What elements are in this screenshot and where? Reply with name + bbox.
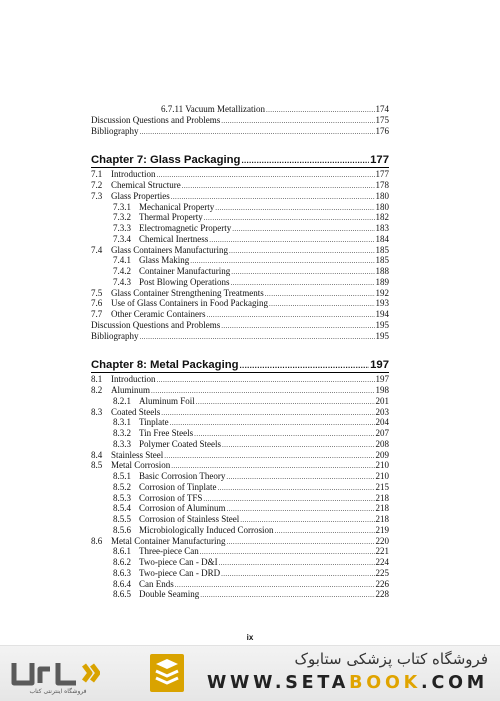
- toc-entry: [91, 407, 389, 418]
- toc-entry-page: 219: [375, 524, 389, 535]
- toc-entry-page: 184: [375, 233, 389, 244]
- toc-entry-title: Other Ceramic Containers: [111, 309, 206, 319]
- toc-entry-number: 8.4: [91, 449, 103, 460]
- toc-entry: [91, 234, 389, 245]
- toc-entry: [91, 115, 389, 126]
- toc-entry-page: 210: [375, 460, 389, 471]
- toc-entry-page: 197: [375, 374, 389, 385]
- toc-entry-number: 8.3.3: [113, 438, 131, 449]
- toc-entry: [91, 277, 389, 288]
- toc-entry-number: 8.2.1: [113, 395, 131, 406]
- toc-entry-page: 228: [375, 589, 389, 600]
- toc-entry-title: Chapter 7: Glass Packaging: [91, 154, 241, 167]
- toc-entry-page: 185: [375, 244, 389, 255]
- toc-entry-title: Electromagnetic Property: [139, 223, 232, 233]
- toc-entry-page: 201: [375, 395, 389, 406]
- dot-leader: [209, 235, 374, 246]
- dot-leader: [241, 154, 369, 168]
- toc-entry: [91, 331, 389, 342]
- toc-entry-title: Glass Containers Manufacturing: [111, 244, 228, 255]
- dot-leader: [157, 170, 375, 181]
- toc-entry-title: Stainless Steel: [111, 449, 164, 460]
- toc-entry-page: 224: [375, 557, 389, 567]
- toc-entry: [91, 482, 389, 493]
- toc-entry: [91, 191, 389, 202]
- toc-chapter-heading: [91, 153, 389, 168]
- store-url[interactable]: [207, 673, 488, 693]
- toc-entry: [91, 439, 389, 450]
- url-part2: .COM: [421, 673, 488, 693]
- toc-entry-number: 8.6.5: [113, 589, 131, 600]
- toc-entry-title: 6.7.11 Vacuum Metallization: [161, 104, 265, 114]
- toc-entry-number: 7.4.3: [113, 276, 131, 287]
- dot-leader: [219, 558, 375, 569]
- toc-entry: [91, 266, 389, 277]
- toc-entry-title: Double Seaming: [139, 589, 200, 600]
- toc-entry: [91, 202, 389, 213]
- toc-entry-title: Corrosion of Aluminum: [139, 503, 226, 514]
- toc-entry-page: 189: [375, 276, 389, 287]
- toc-entry-number: 8.5.1: [113, 471, 131, 481]
- toc-entry-number: 8.6.1: [113, 546, 131, 557]
- store-name: فروشگاه کتاب پزشکی ستابوک: [294, 650, 488, 668]
- toc-entry-number: 7.3: [91, 190, 103, 201]
- dot-leader: [232, 224, 374, 235]
- toc-entry-page: 195: [375, 319, 389, 330]
- toc-entry-number: 7.3.1: [113, 201, 131, 212]
- dot-leader: [269, 299, 375, 310]
- toc-entry-title: Corrosion of Stainless Steel: [139, 514, 240, 524]
- toc-entry-number: 8.1: [91, 374, 103, 385]
- toc-entry-page: 218: [375, 514, 389, 524]
- toc-entry-page: 193: [375, 298, 389, 309]
- table-of-contents: [91, 104, 389, 600]
- toc-entry-number: 7.2: [91, 180, 103, 190]
- dot-leader: [226, 537, 374, 548]
- toc-entry: [91, 245, 389, 256]
- toc-entry-title: Three-piece Can: [139, 546, 199, 557]
- dot-leader: [200, 590, 374, 601]
- toc-entry-title: Aluminum: [111, 385, 151, 395]
- toc-entry-page: 192: [375, 287, 389, 298]
- toc-entry-page: 185: [375, 255, 389, 266]
- toc-entry: [91, 298, 389, 309]
- toc-entry: [91, 471, 389, 482]
- dot-leader: [170, 418, 375, 429]
- toc-entry-number: 7.5: [91, 287, 103, 298]
- toc-entry-number: 7.3.4: [113, 233, 131, 244]
- toc-entry-title: Post Blowing Operations: [139, 276, 230, 287]
- toc-entry-title: Glass Container Strengthening Treatments: [111, 287, 264, 298]
- dot-leader: [164, 451, 374, 462]
- toc-entry-page: 208: [375, 438, 389, 449]
- toc-entry-title: Discussion Questions and Problems: [91, 319, 221, 330]
- toc-entry: [91, 514, 389, 525]
- toc-entry-title: Chemical Inertness: [139, 233, 209, 244]
- toc-entry-page: 174: [375, 104, 389, 114]
- toc-entry: [91, 374, 389, 385]
- toc-entry: [91, 126, 389, 137]
- toc-entry-title: Bibliography: [91, 125, 139, 136]
- toc-entry-page: 215: [375, 481, 389, 492]
- toc-entry-number: 8.6.3: [113, 567, 131, 578]
- toc-entry: [91, 557, 389, 568]
- toc-entry-title: Aluminum Foil: [139, 395, 195, 406]
- dot-leader: [218, 483, 375, 494]
- toc-entry: [91, 525, 389, 536]
- toc-entry-page: 178: [375, 180, 389, 190]
- toc-entry-number: 8.3.2: [113, 428, 131, 438]
- toc-entry-page: 218: [375, 503, 389, 514]
- toc-entry-page: 209: [375, 449, 389, 460]
- dot-leader: [200, 547, 375, 558]
- dot-leader: [203, 494, 374, 505]
- toc-entry: [91, 180, 389, 191]
- toc-entry-page: 226: [375, 578, 389, 589]
- dot-leader: [196, 397, 375, 408]
- toc-entry-number: 8.5.4: [113, 503, 131, 514]
- toc-entry-title: Can Ends: [139, 578, 174, 589]
- toc-entry-number: 7.3.3: [113, 223, 131, 233]
- toc-entry: [91, 589, 389, 600]
- dot-leader: [182, 181, 375, 192]
- toc-entry-page: 207: [375, 428, 389, 438]
- logo-caption: فروشگاه اینترنتی کتاب: [29, 688, 87, 695]
- toc-entry-page: 176: [375, 125, 389, 136]
- toc-entry-page: 175: [375, 114, 389, 125]
- toc-entry: [91, 255, 389, 266]
- toc-entry-page: 225: [375, 567, 389, 578]
- toc-entry-number: 7.4.2: [113, 266, 131, 276]
- dot-leader: [226, 472, 374, 483]
- watermark-banner: [0, 645, 500, 701]
- dot-leader: [227, 504, 375, 515]
- dot-leader: [161, 408, 374, 419]
- toc-entry-title: Tinplate: [139, 417, 169, 428]
- toc-entry-title: Metal Corrosion: [111, 460, 171, 471]
- toc-entry: [91, 169, 389, 180]
- toc-entry: [91, 385, 389, 396]
- toc-entry-title: Discussion Questions and Problems: [91, 114, 221, 125]
- toc-entry-title: Bibliography: [91, 330, 139, 341]
- toc-entry-title: Coated Steels: [111, 406, 161, 417]
- toc-entry: [91, 212, 389, 223]
- toc-entry-page: 210: [375, 471, 389, 481]
- toc-entry-number: 8.5.3: [113, 492, 131, 503]
- toc-entry-page: 180: [375, 190, 389, 201]
- toc-entry: [91, 546, 389, 557]
- toc-chapter-heading: [91, 358, 389, 373]
- dot-leader: [265, 289, 375, 300]
- toc-entry: [91, 417, 389, 428]
- toc-entry-number: 8.5.2: [113, 481, 131, 492]
- toc-entry: [91, 450, 389, 461]
- toc-entry-number: 7.4: [91, 244, 103, 255]
- toc-entry: [91, 503, 389, 514]
- toc-entry-page: 177: [370, 154, 389, 167]
- toc-entry-title: Two-piece Can - DRD: [139, 567, 221, 578]
- toc-entry-title: Polymer Coated Steels: [139, 438, 221, 449]
- toc-entry-title: Chapter 8: Metal Packaging: [91, 359, 239, 372]
- setabook-logo: [10, 653, 100, 693]
- toc-entry-page: 195: [375, 330, 389, 341]
- toc-entry-page: 220: [375, 535, 389, 546]
- toc-entry: [91, 309, 389, 320]
- toc-entry-number: 7.3.2: [113, 212, 131, 223]
- toc-entry-title: Introduction: [111, 169, 156, 180]
- toc-entry-title: Tin Free Steels: [139, 428, 194, 438]
- dot-leader: [221, 116, 374, 127]
- toc-entry-number: 8.3.1: [113, 417, 131, 428]
- toc-entry-page: 180: [375, 201, 389, 212]
- toc-entry-title: Use of Glass Containers in Food Packaging: [111, 298, 268, 309]
- book-stack-icon: [150, 654, 184, 692]
- toc-entry: [91, 579, 389, 590]
- dot-leader: [215, 203, 374, 214]
- toc-entry-title: Thermal Property: [139, 212, 203, 223]
- toc-entry-page: 194: [375, 309, 389, 319]
- toc-entry-number: 7.1: [91, 169, 103, 180]
- toc-entry-number: 7.6: [91, 298, 103, 309]
- page-number: ix: [246, 633, 254, 642]
- dot-leader: [175, 580, 375, 591]
- toc-entry-number: 7.7: [91, 309, 103, 319]
- toc-entry-title: Chemical Structure: [111, 180, 181, 190]
- toc-entry-number: 8.6.4: [113, 578, 131, 589]
- toc-entry-title: Two-piece Can - D&I: [139, 557, 218, 567]
- toc-entry-number: 8.6.2: [113, 557, 131, 567]
- dot-leader: [229, 246, 375, 257]
- url-accent: BOOK: [349, 673, 422, 693]
- toc-entry-page: 203: [375, 406, 389, 417]
- toc-entry-page: 197: [370, 359, 389, 372]
- toc-entry-page: 204: [375, 417, 389, 428]
- toc-entry-title: Introduction: [111, 374, 156, 385]
- toc-entry-title: Corrosion of TFS: [139, 492, 203, 503]
- toc-entry: [91, 396, 389, 407]
- toc-entry-page: 198: [375, 385, 389, 395]
- toc-entry-number: 8.5.5: [113, 514, 131, 524]
- toc-entry-number: 7.4.1: [113, 255, 131, 266]
- dot-leader: [221, 569, 374, 580]
- toc-entry: [91, 493, 389, 504]
- toc-entry: [91, 104, 389, 115]
- toc-entry-page: 177: [375, 169, 389, 180]
- toc-entry: [91, 536, 389, 547]
- dot-leader: [194, 429, 374, 440]
- dot-leader: [231, 267, 374, 278]
- dot-leader: [140, 332, 375, 343]
- toc-entry-page: 188: [375, 266, 389, 276]
- toc-entry-title: Glass Making: [139, 255, 190, 266]
- dot-leader: [274, 526, 374, 537]
- dot-leader: [222, 440, 375, 451]
- toc-entry-number: 8.6: [91, 535, 103, 546]
- toc-entry-title: Metal Container Manufacturing: [111, 535, 226, 546]
- toc-entry-page: 218: [375, 492, 389, 503]
- toc-entry-title: Mechanical Property: [139, 201, 215, 212]
- toc-entry: [91, 568, 389, 579]
- toc-entry-title: Container Manufacturing: [139, 266, 231, 276]
- toc-entry-number: 8.5: [91, 460, 103, 471]
- toc-entry: [91, 428, 389, 439]
- toc-entry-number: 8.3: [91, 406, 103, 417]
- toc-entry-title: Corrosion of Tinplate: [139, 481, 217, 492]
- dot-leader: [157, 375, 375, 386]
- toc-entry-page: 221: [375, 546, 389, 557]
- dot-leader: [206, 310, 374, 321]
- dot-leader: [266, 105, 375, 116]
- dot-leader: [221, 321, 374, 332]
- toc-entry-number: 8.5.6: [113, 524, 131, 535]
- url-part1: WWW.SETA: [206, 673, 350, 693]
- toc-entry-title: Glass Properties: [111, 190, 170, 201]
- toc-entry-number: 8.2: [91, 385, 103, 395]
- toc-entry-page: 183: [375, 223, 389, 233]
- toc-entry: [91, 288, 389, 299]
- toc-entry: [91, 460, 389, 471]
- toc-entry-page: 182: [375, 212, 389, 223]
- dot-leader: [140, 127, 375, 138]
- toc-entry: [91, 320, 389, 331]
- toc-entry: [91, 223, 389, 234]
- toc-entry-title: Basic Corrosion Theory: [139, 471, 226, 481]
- dot-leader: [240, 359, 370, 373]
- toc-entry-title: Microbiologically Induced Corrosion: [139, 524, 274, 535]
